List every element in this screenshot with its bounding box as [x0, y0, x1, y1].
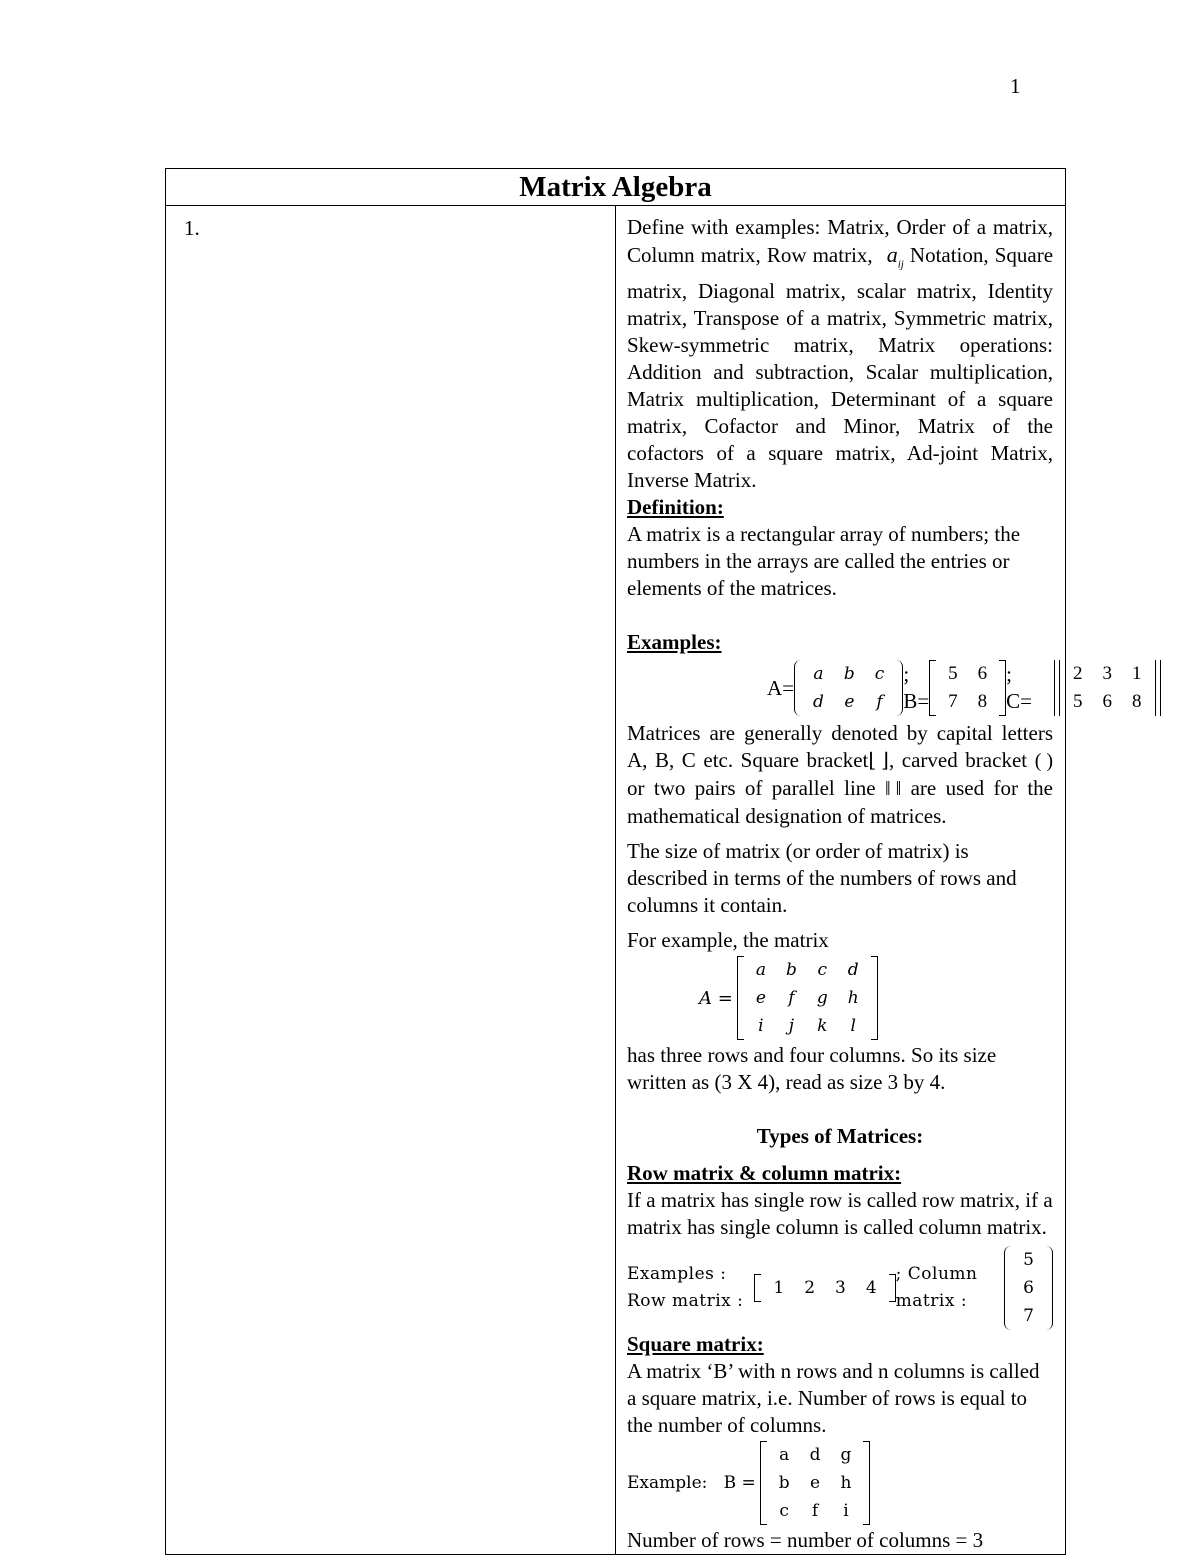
matrix-cell: 6 [1102, 691, 1113, 713]
row-col-text: If a matrix has single row is called row matrix, if a matrix has single column is called column matrix. [627, 1188, 1053, 1240]
carved-bracket-symbol: ( ) [1034, 750, 1054, 773]
size-matrix [737, 956, 878, 1040]
matrix-cell: a [755, 960, 766, 981]
notation-paragraph: Matrices are generally denoted by capital letters A, B, C etc. Square bracket⌊ ⌋, carved bracket ( ) or two pairs of parallel line ‖ ‖ are used for the mathematical designation of matrices. [627, 721, 1054, 829]
intro-paragraph [627, 214, 1053, 494]
size-example [699, 954, 1053, 1042]
for-example-text: For example, the matrix [627, 928, 829, 953]
row-col-heading: Row matrix & column matrix: [627, 1161, 902, 1186]
matrix-a [794, 660, 903, 716]
parallel-line-symbol: ‖ ‖ [885, 778, 902, 801]
matrix-cell: b [778, 1473, 790, 1494]
square-text: A matrix ‘B’ with n rows and n columns is called a square matrix, i.e. Number of rows is equal to the number of columns. [627, 1359, 1040, 1438]
square-example-label: Example: B = [627, 1472, 756, 1493]
matrix-cell: f [876, 692, 883, 713]
intro-text-end: Notation, Square matrix, Diagonal matrix, scalar matrix, Identity matrix, Transpose of a matrix, Symmetric matrix, Skew-symmetric matrix, Matrix operations: Addition and subtraction, Scalar multiplication, Matrix multiplication, Determinant of a square matrix, Cofactor and Minor, Matrix of the cofactors of a square matrix, Ad-joint Matrix, Inverse Matrix. [627, 243, 1054, 493]
intro-text-start: Define with examples: Matrix, Order of a matrix, Column matrix, Row matrix, [627, 215, 1053, 267]
matrix-cell: i [758, 1016, 764, 1037]
matrix-cell: a [779, 1445, 790, 1466]
matrix-cell: 1 [1132, 663, 1142, 685]
matrix-cell: e [810, 1473, 821, 1494]
matrix-cell: 5 [948, 663, 958, 685]
aij-symbol: $a_{ij}$ [886, 242, 904, 271]
matrix-cell: g [840, 1445, 852, 1466]
matrix-cell: 7 [948, 691, 958, 713]
matrix-cell: c [874, 664, 885, 685]
matrix-cell: 7 [1023, 1306, 1034, 1327]
examples-matrices [767, 656, 1142, 720]
matrix-cell: a [813, 664, 824, 685]
matrix-cell: e [844, 692, 855, 713]
definition-heading: Definition: [627, 495, 724, 520]
examples-heading: Examples: [627, 630, 722, 655]
matrix-cell: 2 [804, 1278, 816, 1299]
matrix-cell: 6 [977, 663, 988, 685]
row-examples-label: Examples : Row matrix : [627, 1264, 744, 1312]
content-table [165, 168, 1142, 1555]
item-content [616, 206, 1142, 1555]
matrix-cell: 5 [1023, 1250, 1034, 1271]
matrix-c-label: ; C= [1006, 662, 1033, 714]
column-matrix [1004, 1246, 1053, 1330]
matrix-cell: b [785, 960, 797, 981]
definition-text: A matrix is a rectangular array of numbers; the numbers in the arrays are called the entries or elements of the matrices. [627, 522, 1021, 601]
matrix-cell: f [788, 988, 795, 1009]
item-number: 1. [166, 206, 616, 1555]
matrix-cell: g [816, 988, 828, 1009]
matrix-cell: b [843, 664, 855, 685]
types-heading: Types of Matrices: [756, 1124, 924, 1149]
matrix-cell: h [840, 1473, 852, 1494]
matrix-cell: 8 [977, 691, 988, 713]
matrix-cell: h [847, 988, 859, 1009]
matrix-cell: 3 [835, 1278, 846, 1299]
square-bracket-symbol: ⌊ ⌋ [868, 750, 889, 773]
square-example [627, 1439, 1053, 1527]
row-matrix [754, 1274, 895, 1302]
row-col-examples [627, 1245, 1053, 1331]
matrix-cell: 2 [1073, 663, 1083, 685]
page-title: Matrix Algebra [166, 169, 1066, 206]
page-number: 1 [1010, 74, 1021, 98]
matrix-cell: d [847, 960, 859, 981]
matrix-cell: l [850, 1016, 856, 1037]
square-conclusion: Number of rows = number of columns = 3 [627, 1528, 984, 1553]
matrix-cell: 4 [865, 1278, 877, 1299]
matrix-cell: d [809, 1445, 821, 1466]
matrix-cell: e [755, 988, 766, 1009]
matrix-b-label: ; B= [903, 662, 930, 714]
matrix-cell: k [817, 1016, 828, 1037]
matrix-cell: i [843, 1501, 849, 1522]
square-matrix [760, 1441, 871, 1525]
matrix-cell: 5 [1073, 691, 1083, 713]
matrix-c [1054, 660, 1161, 716]
matrix-cell: 6 [1023, 1278, 1034, 1299]
size-text: The size of matrix (or order of matrix) is described in terms of the numbers of rows and columns it contain. [627, 839, 1017, 918]
matrix-cell: 1 [773, 1278, 785, 1299]
matrix-b [929, 660, 1006, 716]
matrix-cell: f [811, 1501, 819, 1522]
matrix-cell: d [813, 692, 824, 713]
matrix-cell: c [817, 960, 828, 981]
square-heading: Square matrix: [627, 1332, 764, 1357]
size-matrix-label: A = [699, 987, 733, 1009]
matrix-cell: 8 [1132, 691, 1142, 713]
matrix-cell: j [788, 1016, 795, 1037]
matrix-a-label: A= [767, 675, 795, 700]
size-conclusion: has three rows and four columns. So its size written as (3 X 4), read as size 3 by 4. [627, 1043, 997, 1095]
column-examples-label: ; Column matrix : [895, 1264, 978, 1312]
matrix-cell: c [779, 1501, 789, 1522]
matrix-cell: 3 [1102, 663, 1113, 685]
